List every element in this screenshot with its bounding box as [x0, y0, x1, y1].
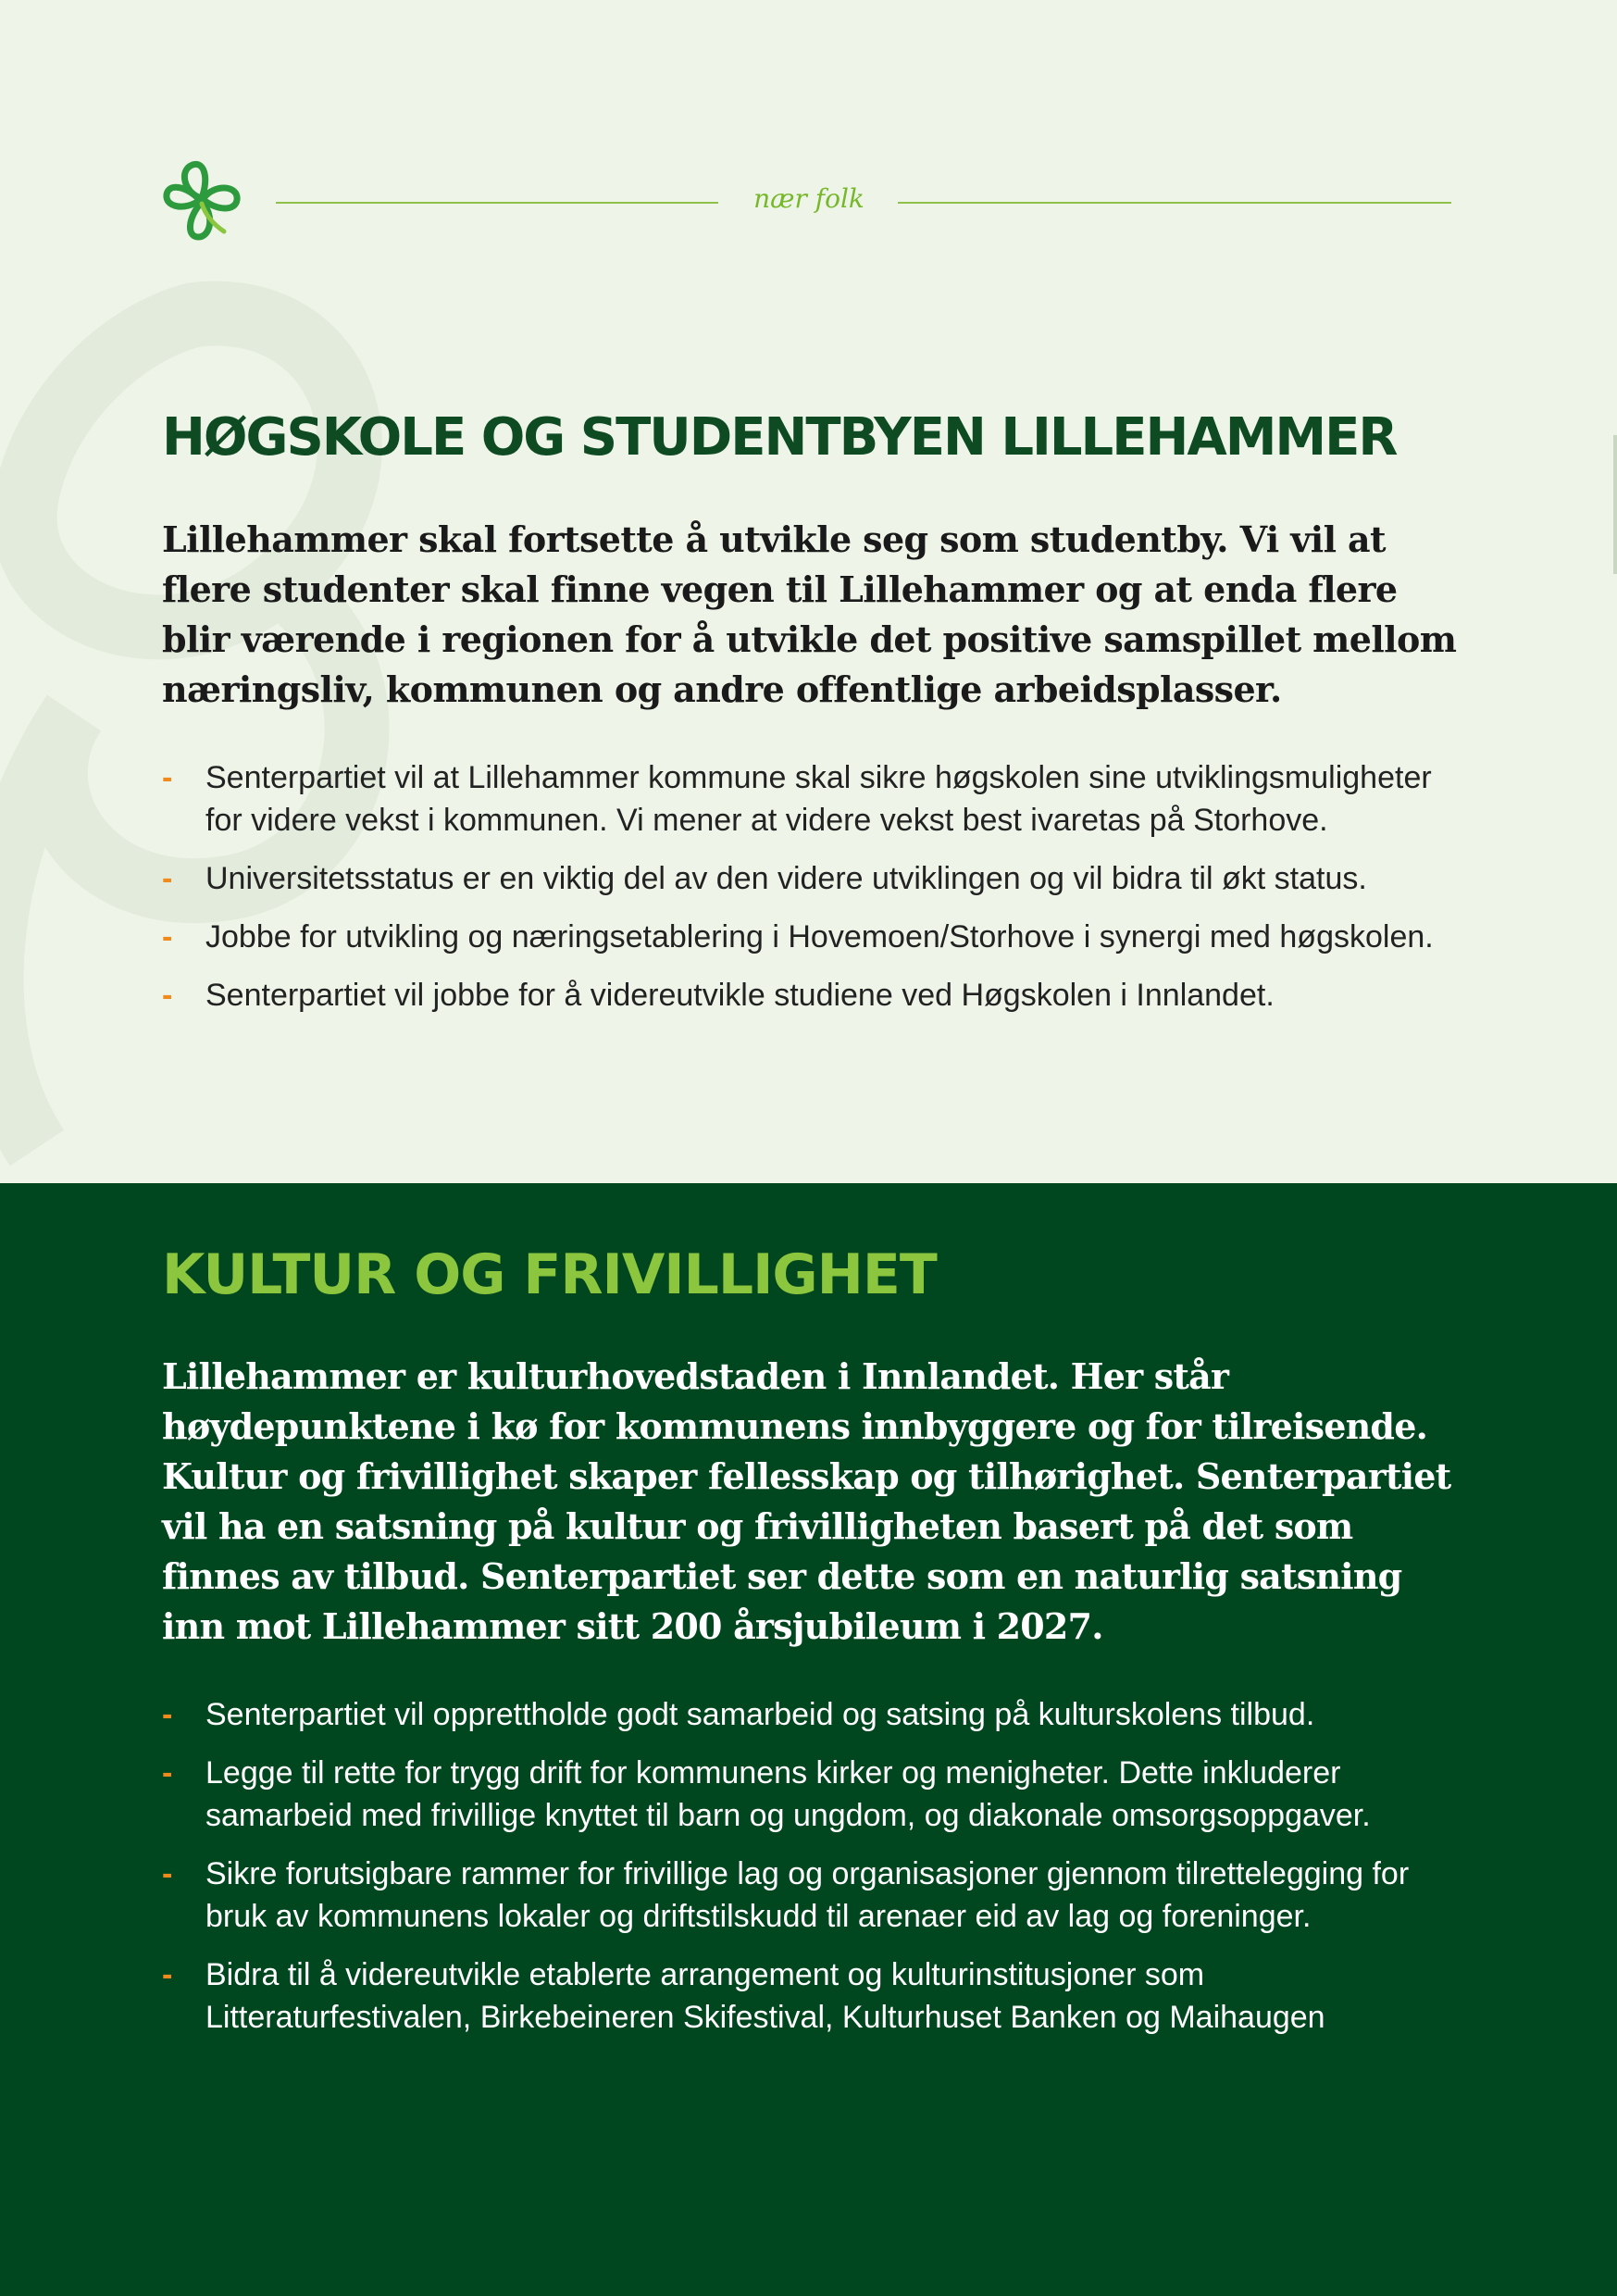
dash-bullet-icon: -	[162, 1856, 173, 1891]
dash-bullet-icon: -	[162, 1755, 173, 1791]
section-lead-hogskole: Lillehammer skal fortsette å utvikle seg som studentby. Vi vil at flere studenter skal finne vegen til Lillehammer og at enda flere blir værende i regionen for å utvikle det positive samspillet mellom næringsliv, kommunen og andre offentlige arbeidsplasser.	[162, 518, 1457, 710]
dash-bullet-icon: -	[162, 978, 173, 1013]
dash-bullet-icon: -	[162, 861, 173, 896]
dash-bullet-icon: -	[162, 1697, 173, 1732]
page-header	[159, 157, 1451, 250]
list-item-text: Jobbe for utvikling og næringsetablering i Hovemoen/Storhove i synergi med høgskolen.	[205, 919, 1434, 955]
header-divider-left	[276, 202, 718, 204]
list-item-text: Senterpartiet vil jobbe for å videreutvikle studiene ved Høgskolen i Innlandet.	[205, 978, 1275, 1013]
dash-bullet-icon: -	[162, 760, 173, 795]
list-item-text: Legge til rette for trygg drift for kommunens kirker og menigheter. Dette inkluderer samarbeid med frivillige knyttet til barn og ungdom, og diakonale omsorgsoppgaver.	[205, 1755, 1371, 1833]
list-item	[162, 1953, 1476, 2039]
list-item-text: Senterpartiet vil opprettholde godt samarbeid og satsing på kulturskolens tilbud.	[205, 1697, 1315, 1732]
header-tagline: nær folk	[753, 183, 864, 214]
list-item-text: Bidra til å videreutvikle etablerte arrangement og kulturinstitusjoner som Litteraturfestivalen, Birkebeineren Skifestival, Kulturhuset Banken og Maihaugen	[205, 1957, 1325, 2035]
list-item	[162, 756, 1476, 842]
dash-bullet-icon: -	[162, 919, 173, 955]
section-title-kultur: KULTUR OG FRIVILLIGHET	[162, 1242, 937, 1307]
list-item	[162, 974, 1476, 1017]
list-item-text: Senterpartiet vil at Lillehammer kommune skal sikre høgskolen sine utviklingsmuligheter for videre vekst i kommunen. Vi mener at videre vekst best ivaretas på Storhove.	[205, 760, 1432, 838]
list-item	[162, 1693, 1476, 1736]
page-edge-mark	[1613, 435, 1617, 574]
list-item	[162, 916, 1476, 958]
clover-logo-icon	[159, 157, 244, 243]
section-lead-kultur: Lillehammer er kulturhovedstaden i Innlandet. Her står høydepunktene i kø for kommunens innbyggere og for tilreisende. Kultur og frivillighet skaper fellesskap og tilhørighet. Senterpartiet vil ha en satsning på kultur og frivilligheten basert på det som finnes av tilbud. Senterpartiet ser dette som en naturlig satsning inn mot Lillehammer sitt 200 årsjubileum i 2027.	[162, 1355, 1451, 1647]
bullet-list-kultur	[162, 1693, 1476, 2054]
bullet-list-hogskole	[162, 756, 1476, 1032]
list-item	[162, 857, 1476, 900]
dash-bullet-icon: -	[162, 1957, 173, 1992]
header-divider-right	[898, 202, 1451, 204]
list-item	[162, 1752, 1476, 1837]
list-item-text: Universitetsstatus er en viktig del av den videre utviklingen og vil bidra til økt status.	[205, 861, 1367, 896]
list-item	[162, 1853, 1476, 1938]
section-title-hogskole: HØGSKOLE OG STUDENTBYEN LILLEHAMMER	[162, 407, 1397, 468]
list-item-text: Sikre forutsigbare rammer for frivillige lag og organisasjoner gjennom tilrettelegging for bruk av kommunens lokaler og driftstilskudd til arenaer eid av lag og foreninger.	[205, 1856, 1410, 1934]
